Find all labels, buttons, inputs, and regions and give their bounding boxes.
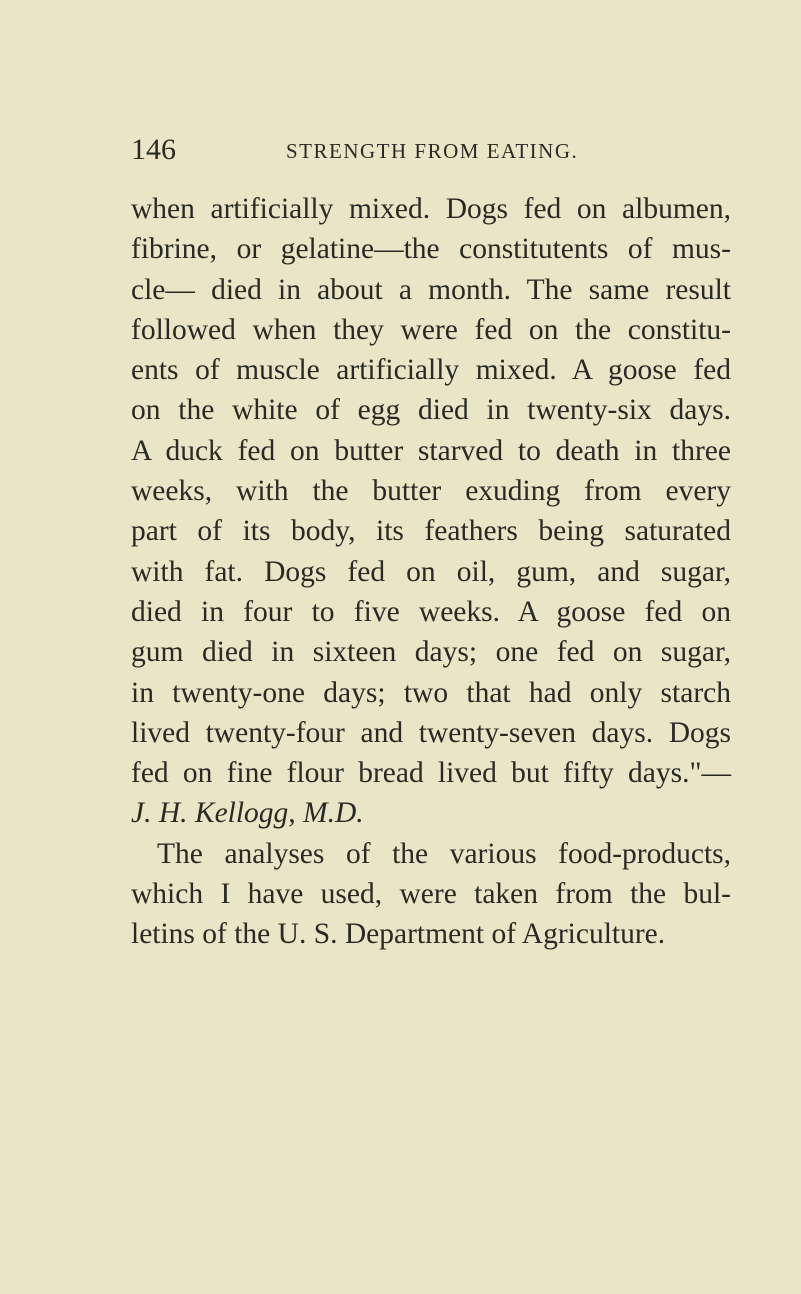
text-line: gum died in sixteen days; one fed on sugar,: [131, 636, 731, 669]
text-line: cle— died in about a month. The same result: [131, 273, 731, 306]
attribution-line: J. H. Kellogg, M.D.: [131, 797, 364, 830]
running-title: STRENGTH FROM EATING.: [286, 139, 579, 163]
text-line: fibrine, or gelatine—the constitutents of mus-: [131, 233, 731, 266]
body-text: [131, 189, 731, 955]
text-line: A duck fed on butter starved to death in three: [131, 434, 731, 467]
running-head: [131, 130, 611, 170]
text-line: in twenty-one days; two that had only starch: [131, 676, 731, 709]
text-line: fed on fine flour bread lived but fifty days."—: [131, 757, 731, 790]
text-line: on the white of egg died in twenty-six days.: [131, 394, 731, 427]
text-line: part of its body, its feathers being saturated: [131, 515, 731, 548]
text-line: died in four to five weeks. A goose fed on: [131, 595, 731, 628]
text-line: when artificially mixed. Dogs fed on albumen,: [131, 193, 731, 225]
text-line: lived twenty-four and twenty-seven days. Dogs: [131, 716, 731, 749]
page-number: 146: [131, 133, 176, 166]
text-line: followed when they were fed on the constitu-: [131, 313, 731, 346]
text-line: with fat. Dogs fed on oil, gum, and sugar,: [131, 555, 731, 588]
text-line: weeks, with the butter exuding from every: [131, 475, 731, 508]
text-line: ents of muscle artificially mixed. A goose fed: [131, 354, 731, 387]
text-line: letins of the U. S. Department of Agriculture.: [131, 918, 666, 951]
text-line: which I have used, were taken from the bul-: [131, 878, 731, 911]
paragraph-start-line: The analyses of the various food-products,: [157, 837, 731, 870]
